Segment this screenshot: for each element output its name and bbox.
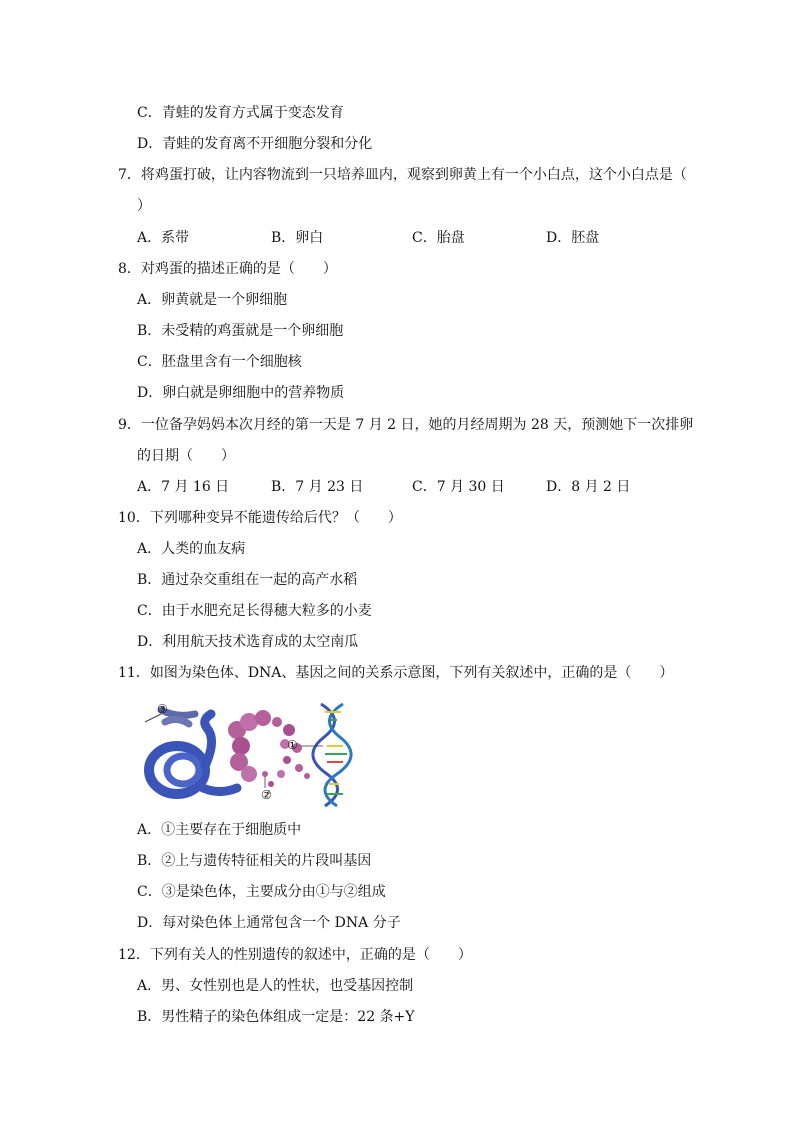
q8-option-a: A．卵黄就是一个卵细胞 — [137, 292, 288, 308]
q7-option-d: D．胚盘 — [546, 230, 600, 246]
q12-stem: 12．下列有关人的性别遗传的叙述中，正确的是（ ） — [118, 947, 472, 963]
q9-option-a: A．7 月 16 日 — [137, 479, 230, 495]
q10-option-d: D．利用航天技术选育成的太空南瓜 — [137, 634, 359, 650]
dna-double-helix — [313, 704, 351, 806]
q7-option-b: B．卵白 — [271, 230, 324, 246]
chromosome-x-shape — [145, 710, 195, 724]
figure-label-3: ③ — [157, 702, 168, 716]
q11-option-c: C．③是染色体，主要成分由①与②组成 — [137, 884, 386, 900]
q12-option-a: A．男、女性别也是人的性状，也受基因控制 — [137, 978, 414, 994]
q9-stem: 9．一位备孕妈妈本次月经的第一天是 7 月 2 日，她的月经周期为 28 天，预测她下一次排卵 — [118, 417, 694, 433]
q8-stem: 8．对鸡蛋的描述正确的是（ ） — [118, 261, 337, 277]
q11-option-d: D．每对染色体上通常包含一个 DNA 分子 — [137, 915, 401, 931]
q8-option-c: C．胚盘里含有一个细胞核 — [137, 354, 302, 370]
q7-option-c: C．胎盘 — [412, 230, 465, 246]
q9-stem-cont: 的日期（ ） — [137, 448, 235, 464]
q10-option-b: B．通过杂交重组在一起的高产水稻 — [137, 572, 358, 588]
q7-stem: 7．将鸡蛋打破，让内容物流到一只培养皿内，观察到卵黄上有一个小白点，这个小白点是（ — [118, 167, 687, 183]
q9-option-b: B．7 月 23 日 — [271, 479, 364, 495]
q9-option-d: D．8 月 2 日 — [546, 479, 631, 495]
q10-stem: 10．下列哪种变异不能遗传给后代？（ ） — [118, 510, 402, 526]
q11-option-b: B．②上与遗传特征相关的片段叫基因 — [137, 853, 372, 869]
q8-option-d: D．卵白就是卵细胞中的营养物质 — [137, 385, 345, 401]
q11-option-a: A．①主要存在于细胞质中 — [137, 822, 302, 838]
figure-label-1: ① — [287, 738, 298, 752]
q7-option-a: A．系带 — [137, 230, 190, 246]
q8-option-b: B．未受精的鸡蛋就是一个卵细胞 — [137, 323, 344, 339]
figure-label-2: ② — [261, 788, 272, 802]
q10-option-c: C．由于水肥充足长得穗大粒多的小麦 — [137, 603, 372, 619]
chromosome-dna-gene-diagram — [137, 700, 353, 808]
q6-option-d: D．青蛙的发育离不开细胞分裂和分化 — [137, 136, 373, 152]
q11-stem: 11．如图为染色体、DNA、基因之间的关系示意图，下列有关叙述中，正确的是（ ） — [118, 665, 674, 681]
q9-option-c: C．7 月 30 日 — [412, 479, 505, 495]
q7-stem-cont: ） — [137, 198, 151, 214]
chromosome-dna-illustration — [137, 700, 353, 808]
q6-option-c: C．青蛙的发育方式属于变态发育 — [137, 105, 344, 121]
q12-option-b: B．男性精子的染色体组成一定是：22 条+Y — [137, 1009, 415, 1025]
q10-option-a: A．人类的血友病 — [137, 541, 246, 557]
coiled-chromatin — [149, 714, 237, 794]
